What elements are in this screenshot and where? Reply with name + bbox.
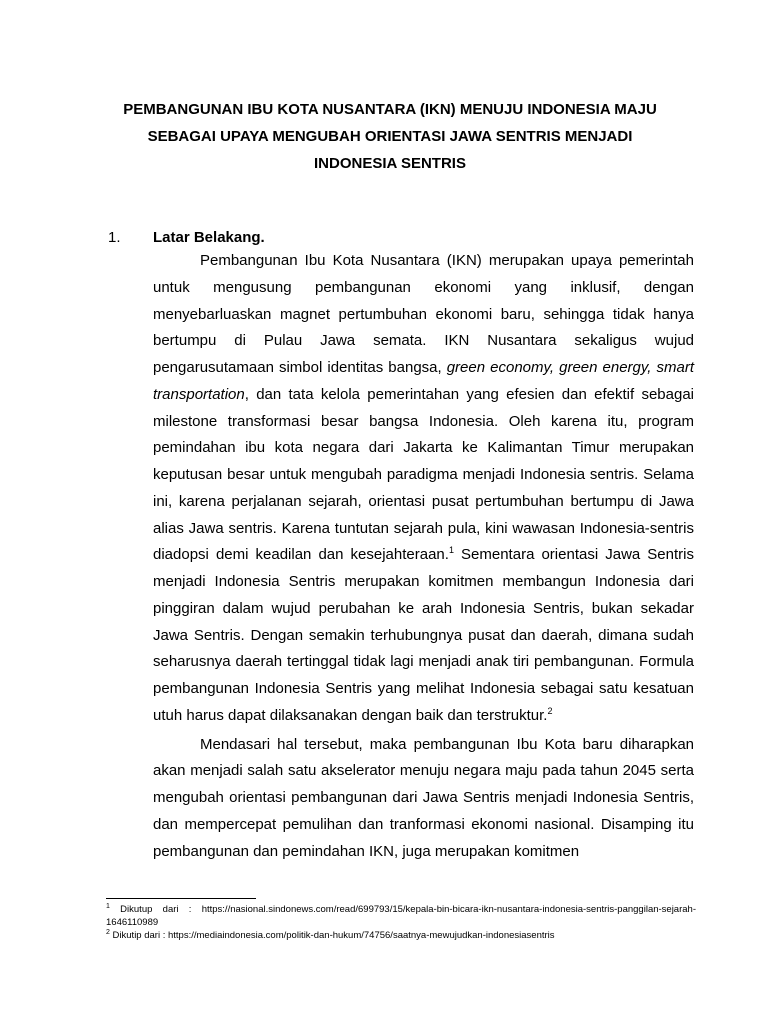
- section-number: 1.: [108, 229, 121, 246]
- footnote-1: [106, 903, 696, 929]
- footnote-ref-1[interactable]: 1: [448, 545, 454, 556]
- footnotes: [106, 903, 696, 942]
- paragraph-1-text-b: , dan tata kelola pemerintahan yang efesien dan efektif sebagai milestone transformasi besar bangsa Indonesia. Oleh karena itu, program pemindahan ibu kota negara dari Jakarta ke Kalimantan Timur merupakan keputusan besar untuk mengubah paradigma menjadi Indonesia sentris. Selama ini, karena perjalanan sejarah, orientasi pusat pertumbuhan bertumpu di Jawa alias Jawa sentris. Karena tuntutan sejarah pula, kini wawasan Indonesia-sentris diadopsi demi keadilan dan kesejahteraan.: [153, 385, 694, 564]
- footnote-2-text: Dikutip dari : https://mediaindonesia.com/politik-dan-hukum/74756/saatnya-mewujudkan-indonesiasentris: [109, 930, 555, 941]
- footnote-1-text: Dikutup dari : https://nasional.sindonews.com/read/699793/15/kepala-bin-bicara-ikn-nusantara-indonesia-sentris-panggilan-sejarah-1646110989: [106, 904, 696, 928]
- footnote-separator: [106, 898, 256, 899]
- title-line-1: PEMBANGUNAN IBU KOTA NUSANTARA (IKN) MENUJU INDONESIA MAJU: [123, 101, 657, 118]
- title-line-2: SEBAGAI UPAYA MENGUBAH ORIENTASI JAWA SENTRIS MENJADI: [147, 128, 633, 145]
- paragraph-1-text-a: Pembangunan Ibu Kota Nusantara (IKN) merupakan upaya pemerintah untuk mengusung pembangunan ekonomi yang inklusif, dengan menyebarluaskan magnet pertumbuhan ekonomi baru, sehingga tidak hanya bertumpu di Pulau Jawa semata. IKN Nusantara sekaligus wujud pengarusutamaan simbol identitas bangsa,: [153, 252, 694, 376]
- footnote-ref-2[interactable]: 2: [547, 705, 553, 716]
- footnote-1-mark: 1: [106, 902, 110, 910]
- paragraph-2: Mendasari hal tersebut, maka pembangunan Ibu Kota baru diharapkan akan menjadi salah satu akselerator menuju negara maju pada tahun 2045 serta mengubah orientasi pembangunan dari Jawa Sentris menjadi Indonesia Sentris, dan mempercepat pemulihan dan tranformasi ekonomi nasional. Disamping itu pembangunan dan pemindahan IKN, juga merupakan komitmen: [153, 735, 694, 860]
- paragraph-1-text-c: Sementara orientasi Jawa Sentris menjadi Indonesia Sentris merupakan komitmen membangun Indonesia dari pinggiran dalam wujud perubahan ke arah Indonesia Sentris, bukan sekadar Jawa Sentris. Dengan semakin terhubungnya pusat dan daerah, dimana sudah seharusnya daerah tertinggal tidak lagi menjadi anak tiri pembangunan. Formula pembangunan Indonesia Sentris yang melihat Indonesia sebagai satu kesatuan utuh harus dapat dilaksanakan dengan baik dan terstruktur.: [153, 546, 694, 724]
- footnote-2: [106, 929, 696, 942]
- footnote-2-mark: 2: [106, 928, 110, 936]
- document-title: [100, 96, 680, 177]
- paragraph-1-italic-terms: green economy, green energy, smart transportation: [153, 359, 694, 403]
- paragraph-1: [153, 248, 694, 730]
- document-body: [153, 248, 694, 865]
- title-line-3: INDONESIA SENTRIS: [314, 155, 466, 172]
- section-heading: Latar Belakang.: [153, 229, 265, 246]
